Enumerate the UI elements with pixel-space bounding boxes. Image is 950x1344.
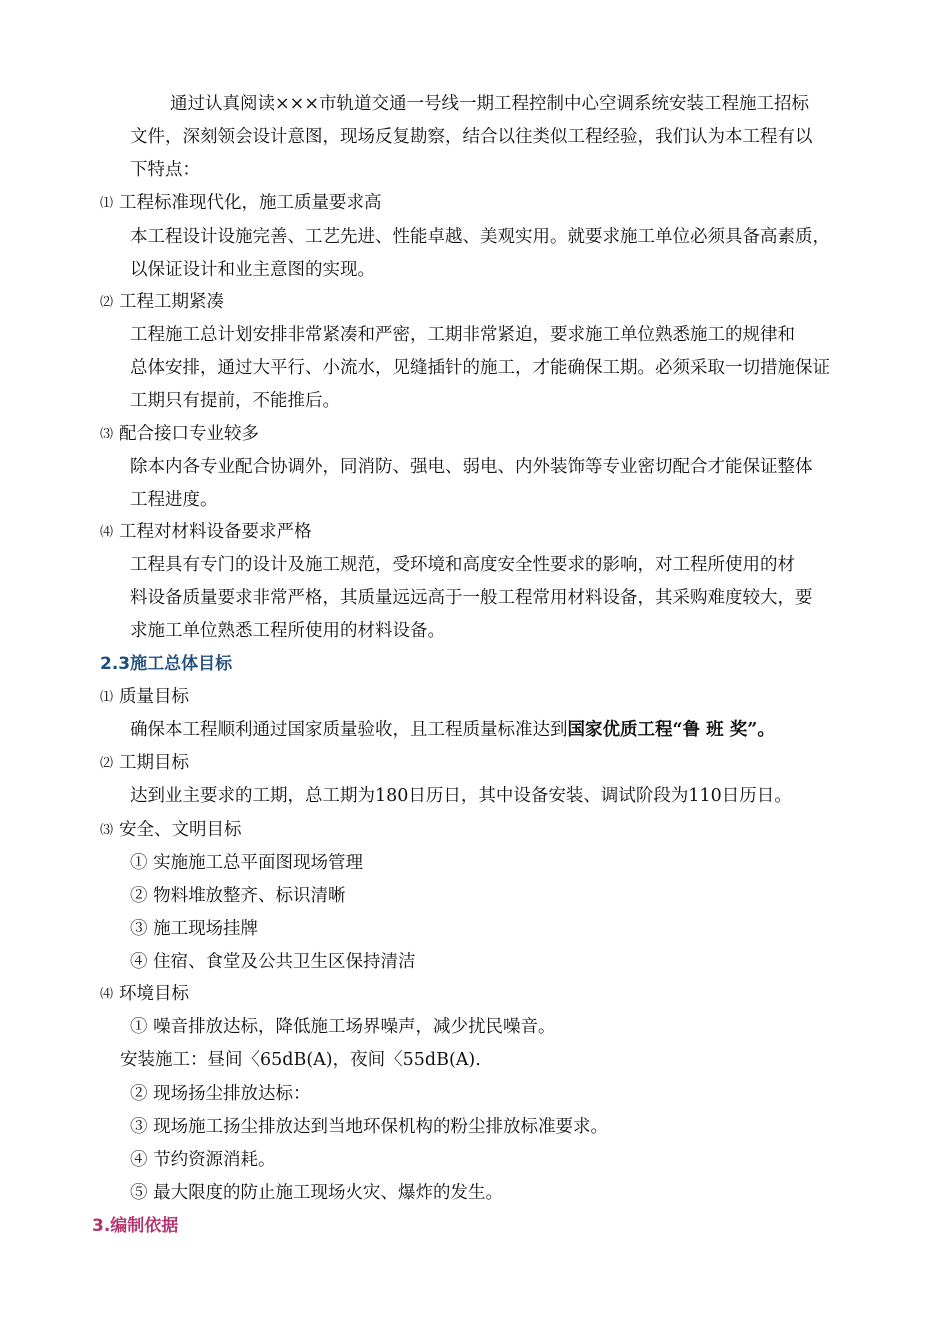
env-item-4: ④ 节约资源消耗。 — [130, 1150, 276, 1170]
safety-heading — [100, 818, 242, 843]
env-item-3: ③ 现场施工扬尘排放达到当地环保机构的粉尘排放标准要求。 — [130, 1117, 609, 1137]
intro-line-3: 下特点： — [130, 160, 200, 180]
env-title: 环境目标 — [119, 984, 190, 1004]
safety-item-3: ③ 施工现场挂牌 — [130, 919, 259, 939]
feature-2-line-1: 工程施工总计划安排非常紧凑和严密，工期非常紧迫，要求施工单位熟悉施工的规律和 — [130, 325, 795, 345]
feature-2-line-3: 工期只有提前，不能推后。 — [130, 391, 340, 411]
quality-text-line — [130, 718, 775, 742]
safety-number: ⑶ — [100, 823, 114, 838]
schedule-title: 工期目标 — [119, 753, 190, 773]
feature-2-title: 工程工期紧凑 — [119, 292, 225, 312]
feature-4-heading — [100, 520, 312, 545]
feature-3-heading — [100, 422, 259, 447]
quality-award: 国家优质工程“鲁 班 奖”。 — [567, 720, 775, 740]
schedule-number: ⑵ — [100, 756, 114, 771]
quality-title: 质量目标 — [119, 687, 190, 707]
feature-4-number: ⑷ — [100, 525, 114, 540]
section-3-heading: 3.编制依据 — [92, 1216, 179, 1236]
feature-1-title: 工程标准现代化，施工质量要求高 — [119, 193, 382, 213]
safety-item-4: ④ 住宿、食堂及公共卫生区保持清洁 — [130, 952, 416, 972]
safety-item-2: ② 物料堆放整齐、标识清晰 — [130, 886, 346, 906]
feature-3-line-1: 除本内各专业配合协调外，同消防、强电、弱电、内外装饰等专业密切配合才能保证整体 — [130, 457, 813, 477]
feature-1-heading — [100, 191, 382, 216]
feature-4-line-2: 料设备质量要求非常严格，其质量远远高于一般工程常用材料设备，其采购难度较大，要 — [130, 588, 813, 608]
env-item-1: ① 噪音排放达标，降低施工场界噪声，减少扰民噪音。 — [130, 1017, 556, 1037]
feature-1-line-2: 以保证设计和业主意图的实现。 — [130, 260, 375, 280]
section-2-3-heading: 2.3施工总体目标 — [100, 654, 233, 674]
env-item-2: ② 现场扬尘排放达标： — [130, 1084, 311, 1104]
safety-item-1: ① 实施施工总平面图现场管理 — [130, 853, 364, 873]
safety-title: 安全、文明目标 — [119, 820, 242, 840]
env-number: ⑷ — [100, 987, 114, 1002]
schedule-text: 达到业主要求的工期，总工期为180日历日，其中设备安装、调试阶段为110日历日。 — [130, 786, 792, 806]
feature-1-number: ⑴ — [100, 196, 114, 211]
quality-text: 确保本工程顺利通过国家质量验收，且工程质量标准达到 — [130, 720, 568, 740]
feature-2-line-2: 总体安排，通过大平行、小流水，见缝插针的施工，才能确保工期。必须采取一切措施保证 — [130, 358, 830, 378]
schedule-heading — [100, 751, 189, 776]
env-item-5: ⑤ 最大限度的防止施工现场火灾、爆炸的发生。 — [130, 1183, 504, 1203]
quality-number: ⑴ — [100, 690, 114, 705]
feature-4-line-1: 工程具有专门的设计及施工规范，受环境和高度安全性要求的影响，对工程所使用的材 — [130, 555, 795, 575]
feature-3-line-2: 工程进度。 — [130, 490, 218, 510]
env-heading — [100, 982, 189, 1007]
feature-4-title: 工程对材料设备要求严格 — [119, 522, 312, 542]
feature-2-heading — [100, 290, 224, 315]
feature-3-title: 配合接口专业较多 — [119, 424, 260, 444]
feature-1-line-1: 本工程设计设施完善、工艺先进、性能卓越、美观实用。就要求施工单位必须具备高素质， — [130, 227, 830, 247]
feature-4-line-3: 求施工单位熟悉工程所使用的材料设备。 — [130, 621, 445, 641]
quality-heading — [100, 685, 189, 710]
intro-line-2: 文件，深刻领会设计意图，现场反复勘察，结合以往类似工程经验，我们认为本工程有以 — [130, 127, 813, 147]
feature-3-number: ⑶ — [100, 427, 114, 442]
feature-2-number: ⑵ — [100, 295, 114, 310]
intro-line-1: 通过认真阅读×××市轨道交通一号线一期工程控制中心空调系统安装工程施工招标 — [170, 94, 809, 114]
env-noise-limits: 安装施工：昼间〈65dB(A)，夜间〈55dB(A). — [120, 1050, 481, 1070]
